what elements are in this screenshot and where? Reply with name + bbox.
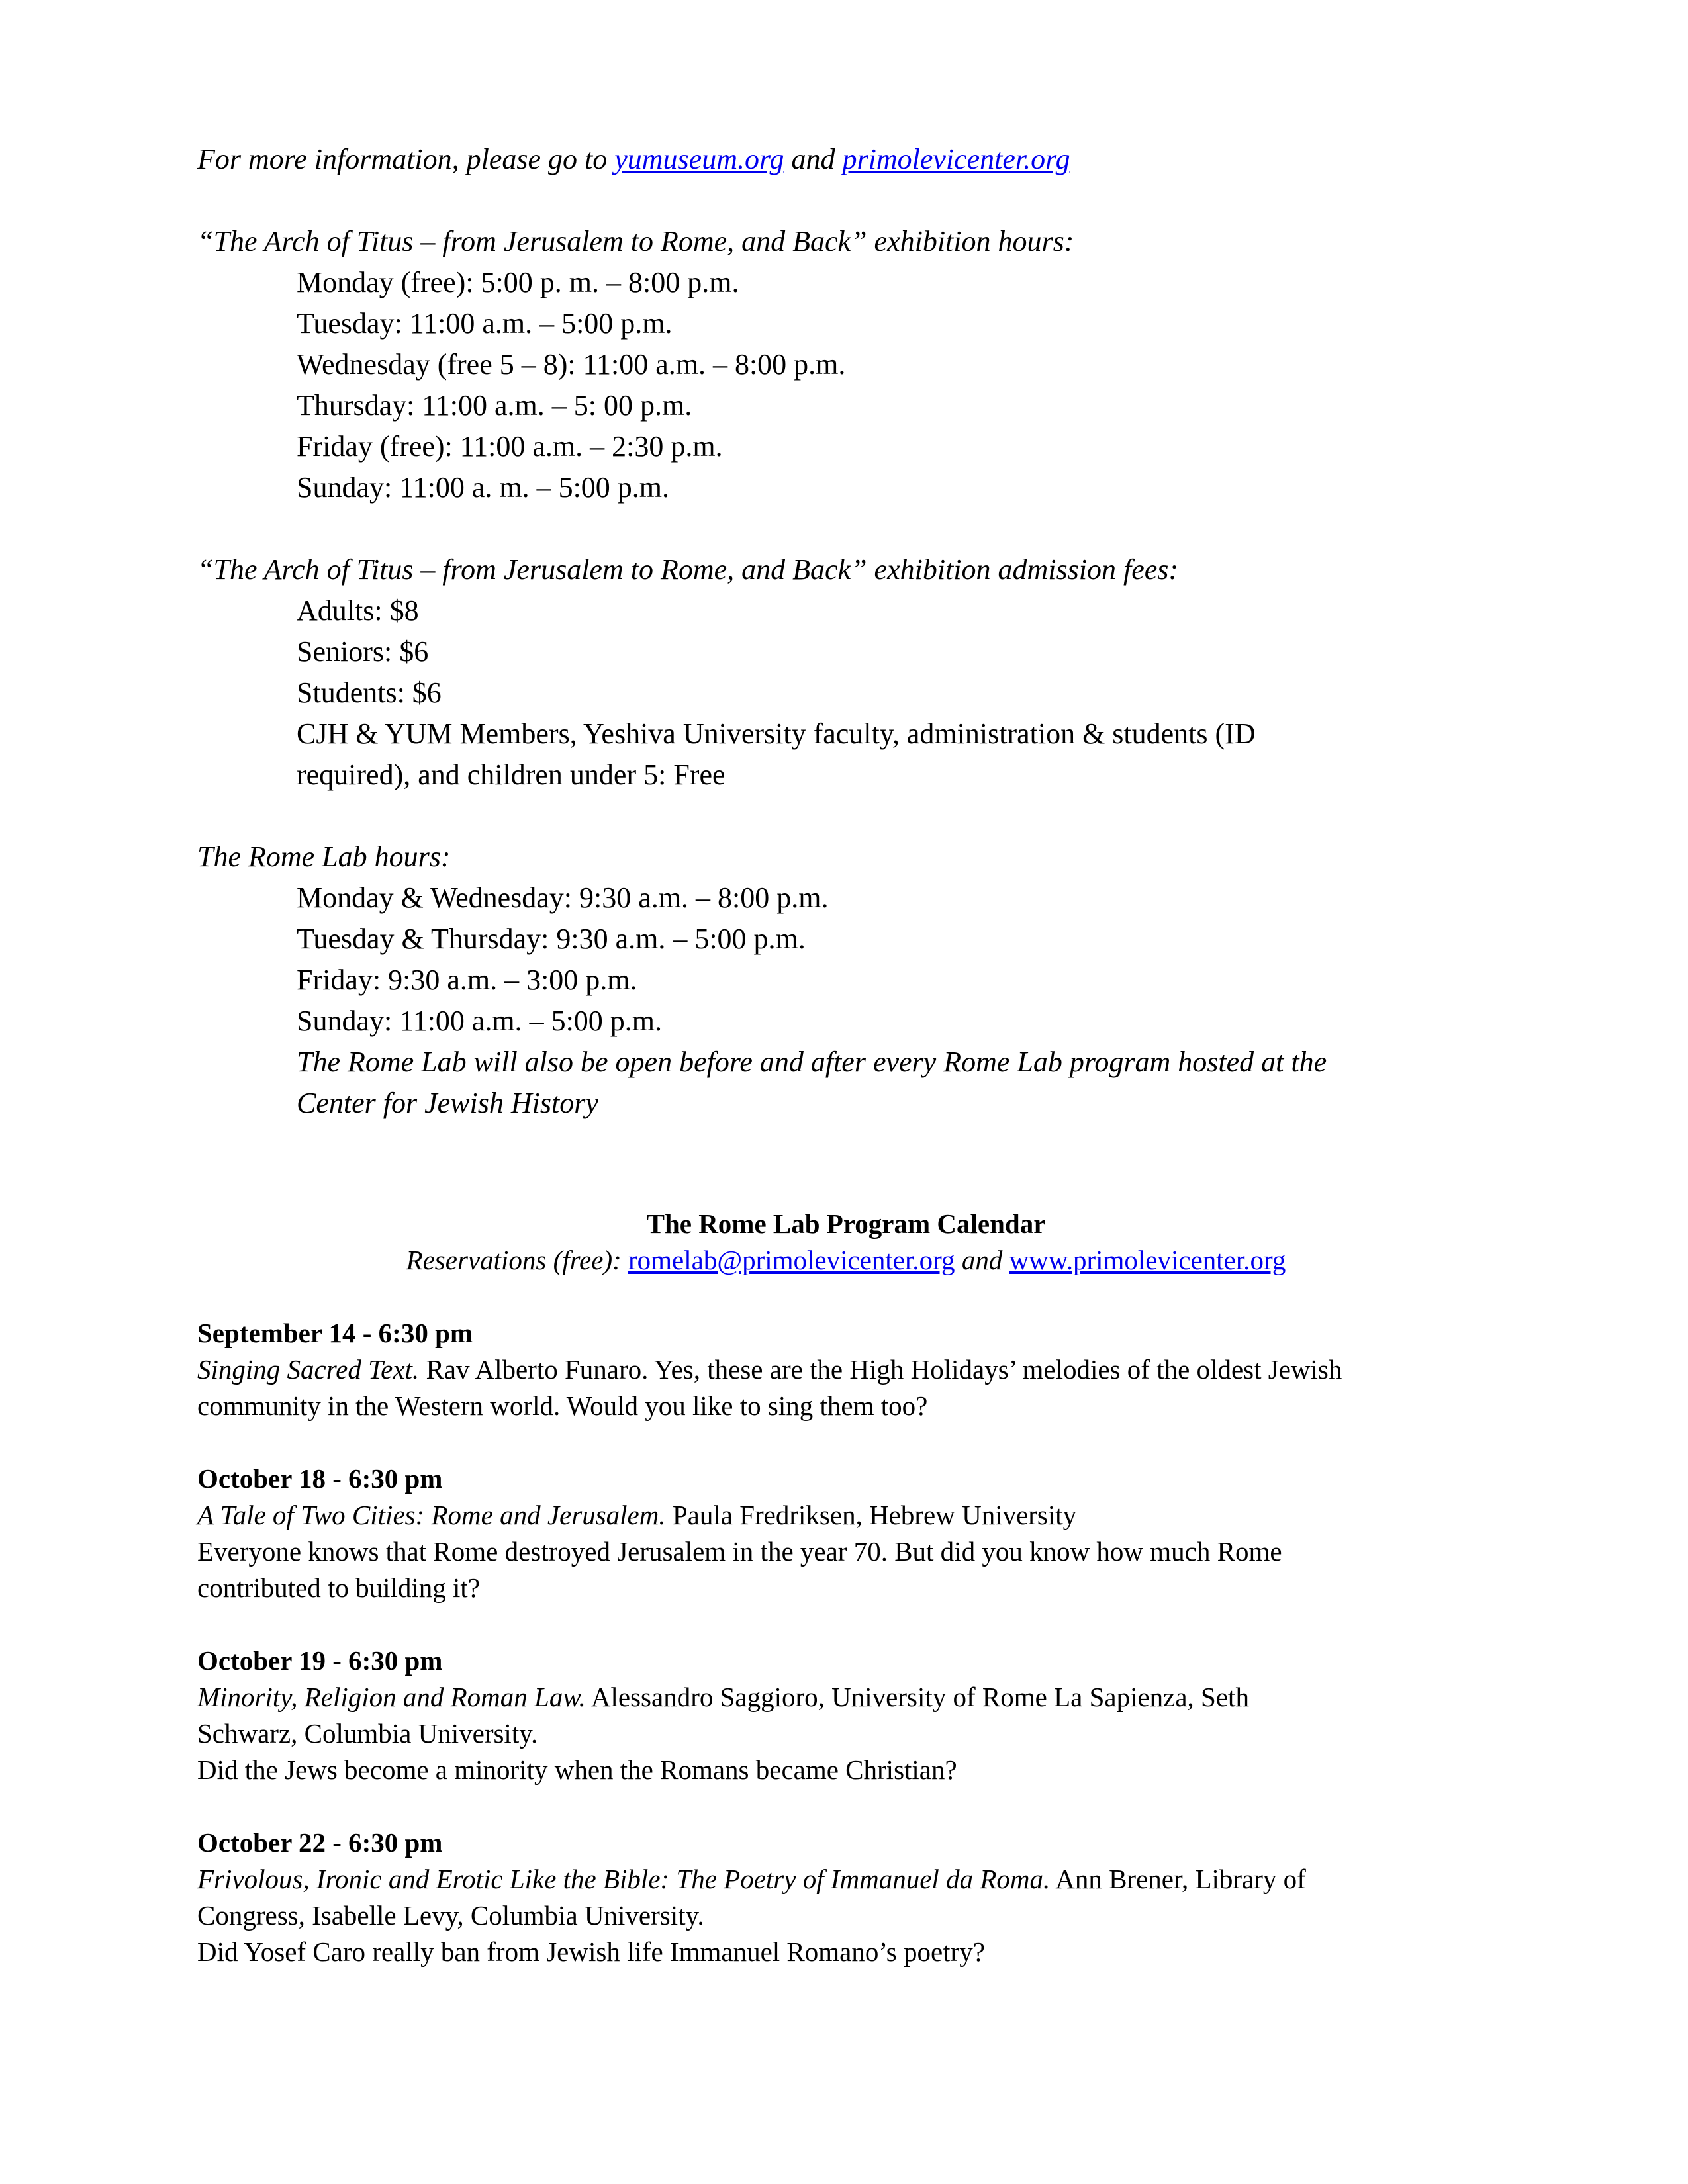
rome-lab-hours-heading: The Rome Lab hours: [197, 841, 451, 873]
rome-lab-hours-line: Monday & Wednesday: 9:30 a.m. – 8:00 p.m. [297, 882, 829, 914]
rome-lab-note-line: Center for Jewish History [297, 1087, 598, 1119]
yumuseum-link[interactable]: yumuseum.org [614, 143, 784, 175]
event-line-rest: Paula Fredriksen, Hebrew University [665, 1500, 1077, 1530]
reservations-middle: and [955, 1245, 1009, 1275]
rome-lab-hours-line: Friday: 9:30 a.m. – 3:00 p.m. [297, 964, 637, 996]
event-line: contributed to building it? [197, 1572, 481, 1603]
calendar-event [197, 1643, 1495, 1788]
event-date: October 22 - 6:30 pm [197, 1827, 443, 1858]
admission-fee-line: Students: $6 [297, 676, 442, 709]
event-title: Frivolous, Ironic and Erotic Like the Bible: The Poetry of Immanuel da Roma. [197, 1864, 1051, 1894]
event-line [197, 1497, 1495, 1533]
calendar-event [197, 1825, 1495, 1970]
exhibition-hours-line: Friday (free): 11:00 a.m. – 2:30 p.m. [297, 430, 723, 463]
event-date: October 19 - 6:30 pm [197, 1645, 443, 1676]
event-line: Everyone knows that Rome destroyed Jerusalem in the year 70. But did you know how much Rome [197, 1536, 1282, 1567]
exhibition-hours-line: Monday (free): 5:00 p. m. – 8:00 p.m. [297, 266, 739, 298]
event-line [197, 1679, 1495, 1715]
reservations-email-link[interactable]: romelab@primolevicenter.org [628, 1245, 955, 1275]
admission-fees-heading: “The Arch of Titus – from Jerusalem to Rome, and Back” exhibition admission fees: [197, 553, 1179, 586]
calendar-event [197, 1461, 1495, 1606]
more-info-line [197, 139, 1495, 180]
event-line: Did the Jews become a minority when the Romans became Christian? [197, 1754, 957, 1785]
event-title: Singing Sacred Text. [197, 1354, 420, 1385]
event-title: A Tale of Two Cities: Rome and Jerusalem. [197, 1500, 666, 1530]
admission-free-line: CJH & YUM Members, Yeshiva University faculty, administration & students (ID [297, 717, 1256, 750]
event-date: September 14 - 6:30 pm [197, 1318, 473, 1348]
admission-fee-line: Seniors: $6 [297, 635, 429, 668]
more-info-prefix: For more information, please go to [197, 143, 615, 175]
reservations-prefix: Reservations (free): [406, 1245, 629, 1275]
rome-lab-note-line: The Rome Lab will also be open before and after every Rome Lab program hosted at the [297, 1046, 1327, 1078]
primolevicenter-link[interactable]: primolevicenter.org [842, 143, 1070, 175]
more-info-middle: and [784, 143, 843, 175]
admission-fee-line: Adults: $8 [297, 594, 419, 627]
exhibition-hours-line: Wednesday (free 5 – 8): 11:00 a.m. – 8:00 p.m. [297, 348, 846, 381]
calendar-title: The Rome Lab Program Calendar [646, 1208, 1046, 1239]
event-line: community in the Western world. Would you like to sing them too? [197, 1390, 928, 1421]
event-title: Minority, Religion and Roman Law. [197, 1682, 586, 1712]
admission-free-line: required), and children under 5: Free [297, 758, 726, 791]
calendar-event [197, 1315, 1495, 1424]
exhibition-hours-line: Thursday: 11:00 a.m. – 5: 00 p.m. [297, 389, 692, 422]
reservations-url-link[interactable]: www.primolevicenter.org [1009, 1245, 1286, 1275]
program-calendar [197, 1206, 1495, 1970]
event-line [197, 1351, 1495, 1388]
calendar-reservations [197, 1242, 1495, 1279]
rome-lab-hours-line: Sunday: 11:00 a.m. – 5:00 p.m. [297, 1005, 663, 1037]
event-line: Did Yosef Caro really ban from Jewish life Immanuel Romano’s poetry? [197, 1936, 985, 1967]
event-line: Schwarz, Columbia University. [197, 1718, 538, 1749]
rome-lab-hours-line: Tuesday & Thursday: 9:30 a.m. – 5:00 p.m. [297, 923, 806, 955]
exhibition-hours-heading: “The Arch of Titus – from Jerusalem to Rome, and Back” exhibition hours: [197, 225, 1074, 257]
event-date: October 18 - 6:30 pm [197, 1463, 443, 1494]
event-line-rest: Alessandro Saggioro, University of Rome La Sapienza, Seth [585, 1682, 1249, 1712]
event-line-rest: Rav Alberto Funaro. Yes, these are the High Holidays’ melodies of the oldest Jewish [419, 1354, 1342, 1385]
exhibition-hours-line: Tuesday: 11:00 a.m. – 5:00 p.m. [297, 307, 673, 340]
event-line [197, 1861, 1495, 1897]
event-line: Congress, Isabelle Levy, Columbia University. [197, 1900, 704, 1931]
document-page [197, 139, 1495, 1970]
exhibition-hours-line: Sunday: 11:00 a. m. – 5:00 p.m. [297, 471, 670, 504]
event-line-rest: Ann Brener, Library of [1050, 1864, 1306, 1894]
